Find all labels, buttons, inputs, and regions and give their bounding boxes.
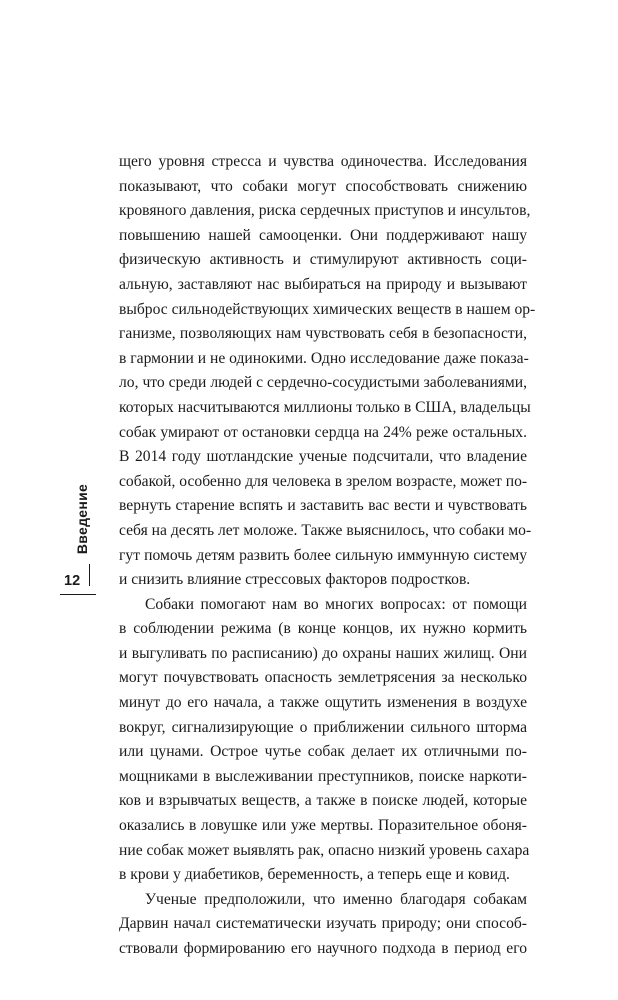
text-line: которых насчитываются миллионы только в США, владельцы xyxy=(119,398,531,416)
text-line: физическую активность и стимулируют активность соци- xyxy=(119,251,527,269)
text-line: гут помочь детям развить более сильную иммунную систему xyxy=(119,546,527,564)
text-line: Дарвин начал систематически изучать природу; они способ- xyxy=(119,915,527,933)
text-line: ствовали формированию его научного подхода в период его xyxy=(119,940,527,957)
section-title xyxy=(60,478,104,560)
text-line: альную, заставляют нас выбираться на природу и вызывают xyxy=(119,275,527,293)
text-line: могут почувствовать опасность землетрясения за несколько xyxy=(119,669,527,687)
text-line: или цунами. Острое чутье собак делает их отличными по- xyxy=(119,743,527,761)
text-line: показывают, что собаки могут способствовать снижению xyxy=(119,177,527,195)
text-line: Ученые предположили, что именно благодаря собакам xyxy=(145,890,527,908)
text-line: и снизить влияние стрессовых факторов подростков. xyxy=(119,571,471,589)
text-line: и выгуливать по расписанию) до охраны наших жилищ. Они xyxy=(119,644,527,662)
paragraph xyxy=(119,150,536,593)
text-line: ков и взрывчатых веществ, а также в поиске людей, которые xyxy=(119,792,527,810)
paragraph xyxy=(119,888,527,962)
page-number-rule xyxy=(60,594,96,595)
text-line: в гармонии и не одинокими. Одно исследование даже показа- xyxy=(119,349,529,367)
paragraph xyxy=(119,593,530,888)
text-line: в соблюдении режима (в конце концов, их нужно кормить xyxy=(119,620,527,638)
page-number: 12 xyxy=(64,573,81,589)
text-line: вернуть старение вспять и заставить вас вести и чувствовать xyxy=(119,497,527,515)
text-line: повышению нашей самооценки. Они поддерживают нашу xyxy=(119,226,527,244)
text-line: вокруг, сигнализирующие о приближении сильного шторма xyxy=(119,718,527,736)
body-text xyxy=(119,150,536,962)
text-line: ло, что среди людей с сердечно-сосудистыми заболеваниями, xyxy=(119,374,527,392)
text-line: выброс сильнодействующих химических веществ в нашем ор- xyxy=(119,300,536,318)
text-line: оказались в ловушке или уже мертвы. Поразительное обоня- xyxy=(119,817,527,835)
text-line: собак умирают от остановки сердца на 24% реже остальных. xyxy=(119,423,527,441)
text-line: собакой, особенно для человека в зрелом возрасте, может по- xyxy=(119,472,528,490)
text-line: мощниками в выслеживании преступников, поиске наркоти- xyxy=(119,767,527,785)
running-head xyxy=(60,478,104,618)
text-line: в крови у диабетиков, беременность, а теперь еще и ковид. xyxy=(119,866,510,884)
text-line: ганизме, позволяющих нам чувствовать себя в безопасности, xyxy=(119,325,527,343)
text-line: щего уровня стресса и чувства одиночества. Исследования xyxy=(119,153,527,170)
text-line: В 2014 году шотландские ученые подсчитали, что владение xyxy=(119,448,527,466)
text-line: ние собак может выявлять рак, опасно низкий уровень сахара xyxy=(119,841,530,859)
section-title-text: Введение xyxy=(74,483,90,555)
text-line: минут до его начала, а также ощутить изменения в воздухе xyxy=(119,694,527,712)
text-line: себя на десять лет моложе. Также выяснилось, что собаки мо- xyxy=(119,521,532,539)
text-line: Собаки помогают нам во многих вопросах: от помощи xyxy=(145,595,527,613)
text-line: кровяного давления, риска сердечных приступов и инсультов, xyxy=(119,202,531,220)
